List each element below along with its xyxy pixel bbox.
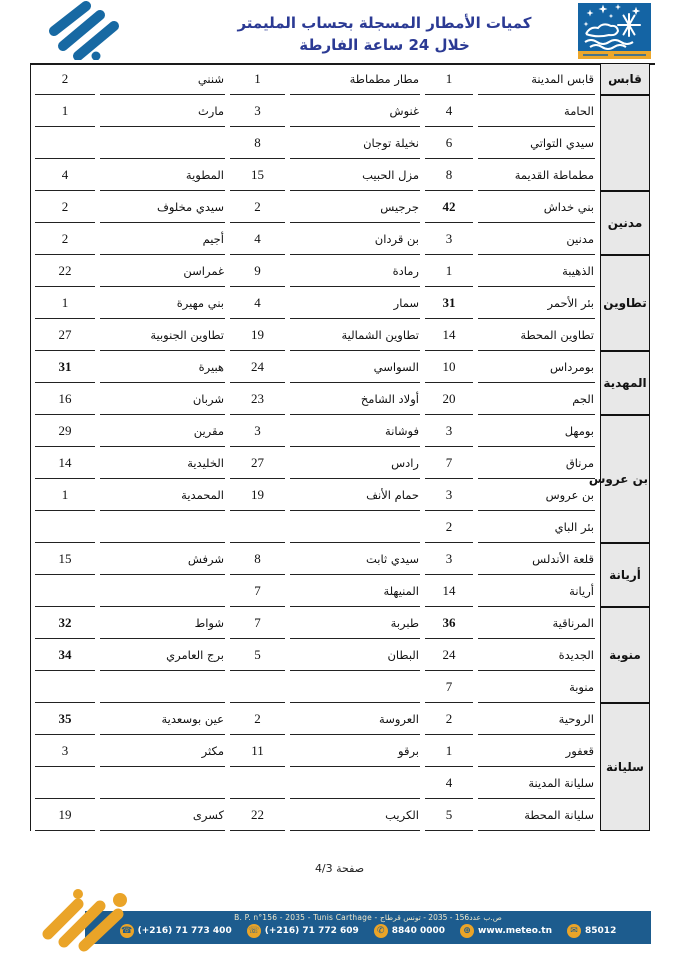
station-name-cell: الخليدية — [100, 447, 225, 479]
governorate-cell: منوبة — [600, 607, 650, 703]
station-name-cell: سيدي التواتي — [478, 127, 595, 159]
rainfall-value-cell — [35, 671, 95, 703]
station-name-cell: الذهيبة — [478, 255, 595, 287]
rainfall-value-cell: 1 — [425, 255, 473, 287]
station-name-cell: بئر الأحمر — [478, 287, 595, 319]
title-line-1: كميات الأمطار المسجلة بحساب المليمتر — [237, 14, 532, 32]
rainfall-value-cell: 3 — [425, 415, 473, 447]
table-row — [35, 607, 650, 639]
station-name-cell: الحامة — [478, 95, 595, 127]
station-name-cell: بومهل — [478, 415, 595, 447]
rainfall-value-cell: 2 — [425, 511, 473, 543]
table-row — [35, 639, 650, 671]
station-name-cell: البطان — [290, 639, 420, 671]
brand-stripes-icon — [30, 0, 140, 60]
governorate-cell: مدنين — [600, 191, 650, 255]
rainfall-value-cell: 7 — [425, 671, 473, 703]
rainfall-value-cell: 7 — [230, 575, 285, 607]
station-name-cell: رادس — [290, 447, 420, 479]
rainfall-value-cell: 9 — [230, 255, 285, 287]
governorate-cell: أريانة — [600, 543, 650, 607]
globe-icon: ⊕ — [460, 924, 474, 938]
station-name-cell: شربان — [100, 383, 225, 415]
governorate-cell — [600, 95, 650, 191]
rainfall-value-cell: 3 — [425, 479, 473, 511]
rainfall-value-cell: 24 — [230, 351, 285, 383]
rainfall-value-cell: 1 — [35, 287, 95, 319]
station-name-cell: العروسة — [290, 703, 420, 735]
station-name-cell: طبربة — [290, 607, 420, 639]
table-row — [35, 319, 650, 351]
table-row — [35, 735, 650, 767]
table-row — [35, 95, 650, 127]
rainfall-value-cell: 1 — [35, 95, 95, 127]
rainfall-value-cell: 2 — [35, 191, 95, 223]
station-name-cell: تطاوين الشمالية — [290, 319, 420, 351]
rainfall-value-cell: 27 — [230, 447, 285, 479]
brand-stripes-gold-icon — [26, 882, 171, 952]
rainfall-value-cell: 36 — [425, 607, 473, 639]
rainfall-value-cell: 14 — [425, 319, 473, 351]
station-name-cell: مقرين — [100, 415, 225, 447]
station-name-cell — [290, 511, 420, 543]
station-name-cell: بن عروس — [478, 479, 595, 511]
rainfall-value-cell: 2 — [230, 191, 285, 223]
contact-label: (+216) 71 772 609 — [264, 926, 359, 936]
rainfall-value-cell: 24 — [425, 639, 473, 671]
table-row — [35, 703, 650, 735]
contact-item — [460, 924, 552, 938]
rainfall-value-cell: 19 — [35, 799, 95, 831]
handset-icon: ✆ — [374, 924, 388, 938]
rainfall-value-cell: 4 — [425, 767, 473, 799]
rainfall-value-cell: 34 — [35, 639, 95, 671]
station-name-cell: مطار مطماطة — [290, 63, 420, 95]
contact-label: (+216) 71 773 400 — [137, 926, 232, 936]
rainfall-value-cell: 5 — [425, 799, 473, 831]
inm-logo-icon — [578, 3, 651, 61]
rainfall-value-cell: 31 — [425, 287, 473, 319]
table-row — [35, 191, 650, 223]
rainfall-value-cell: 11 — [230, 735, 285, 767]
station-name-cell: مطماطة القديمة — [478, 159, 595, 191]
table-row — [35, 223, 650, 255]
station-name-cell: سيدي مخلوف — [100, 191, 225, 223]
station-name-cell: سيدي ثابت — [290, 543, 420, 575]
station-name-cell: مكثر — [100, 735, 225, 767]
station-name-cell: بئر الباي — [478, 511, 595, 543]
station-name-cell — [290, 671, 420, 703]
rainfall-value-cell: 2 — [425, 703, 473, 735]
rainfall-value-cell: 27 — [35, 319, 95, 351]
rainfall-value-cell: 3 — [35, 735, 95, 767]
contact-label: 8840 0000 — [391, 926, 446, 936]
table-row — [35, 543, 650, 575]
station-name-cell: حمام الأنف — [290, 479, 420, 511]
rainfall-value-cell: 7 — [230, 607, 285, 639]
station-name-cell: بني مهيرة — [100, 287, 225, 319]
station-name-cell: قعفور — [478, 735, 595, 767]
rainfall-value-cell: 1 — [425, 735, 473, 767]
rainfall-value-cell: 20 — [425, 383, 473, 415]
station-name-cell: الروحية — [478, 703, 595, 735]
contact-item — [247, 924, 359, 938]
station-name-cell: أجيم — [100, 223, 225, 255]
rainfall-value-cell: 3 — [425, 543, 473, 575]
table-row — [35, 575, 650, 607]
station-name-cell: بني خداش — [478, 191, 595, 223]
rainfall-value-cell: 14 — [35, 447, 95, 479]
rainfall-value-cell — [35, 575, 95, 607]
station-name-cell: رمادة — [290, 255, 420, 287]
governorate-cell: سليانة — [600, 703, 650, 831]
table-row — [35, 255, 650, 287]
station-name-cell: فوشانة — [290, 415, 420, 447]
rainfall-value-cell: 1 — [425, 63, 473, 95]
station-name-cell: تطاوين الجنوبية — [100, 319, 225, 351]
station-name-cell: السواسي — [290, 351, 420, 383]
rainfall-table — [30, 63, 655, 831]
station-name-cell: المنيهلة — [290, 575, 420, 607]
station-name-cell: هبيرة — [100, 351, 225, 383]
page-number: صفحة 4/3 — [314, 862, 365, 875]
governorate-cell: المهدية — [600, 351, 650, 415]
contact-label: 85012 — [585, 926, 617, 936]
station-name-cell: قابس المدينة — [478, 63, 595, 95]
rainfall-value-cell: 15 — [35, 543, 95, 575]
table-row — [35, 159, 650, 191]
station-name-cell: مزل الحبيب — [290, 159, 420, 191]
rainfall-value-cell: 23 — [230, 383, 285, 415]
station-name-cell: جرجيس — [290, 191, 420, 223]
station-name-cell — [100, 767, 225, 799]
station-name-cell: مدنين — [478, 223, 595, 255]
fax-icon: ☏ — [248, 926, 260, 936]
rainfall-value-cell: 42 — [425, 191, 473, 223]
rainfall-value-cell: 1 — [230, 63, 285, 95]
station-name-cell: مارث — [100, 95, 225, 127]
station-name-cell: نخيلة توجان — [290, 127, 420, 159]
rainfall-value-cell: 8 — [230, 127, 285, 159]
rainfall-value-cell: 2 — [35, 63, 95, 95]
rainfall-value-cell: 10 — [425, 351, 473, 383]
rainfall-value-cell: 4 — [425, 95, 473, 127]
station-name-cell: شواط — [100, 607, 225, 639]
station-name-cell: أريانة — [478, 575, 595, 607]
station-name-cell: سمار — [290, 287, 420, 319]
station-name-cell — [100, 575, 225, 607]
rainfall-value-cell: 3 — [425, 223, 473, 255]
rainfall-value-cell: 1 — [35, 479, 95, 511]
rainfall-value-cell: 19 — [230, 319, 285, 351]
contact-label: www.meteo.tn — [478, 926, 553, 936]
contact-item — [567, 924, 616, 938]
station-name-cell: المحمدية — [100, 479, 225, 511]
station-name-cell: مرناق — [478, 447, 595, 479]
table-row — [35, 799, 650, 831]
table-row — [35, 287, 650, 319]
rainfall-value-cell: 35 — [35, 703, 95, 735]
rainfall-value-cell: 32 — [35, 607, 95, 639]
station-name-cell: المرناقية — [478, 607, 595, 639]
station-name-cell: الكريب — [290, 799, 420, 831]
table-row — [35, 351, 650, 383]
contact-item — [374, 924, 445, 938]
station-name-cell: أولاد الشامخ — [290, 383, 420, 415]
station-name-cell: المطوية — [100, 159, 225, 191]
station-name-cell: برج العامري — [100, 639, 225, 671]
rainfall-value-cell: 4 — [35, 159, 95, 191]
station-name-cell: سليانة المحطة — [478, 799, 595, 831]
table-row — [35, 63, 650, 95]
rainfall-value-cell: 7 — [425, 447, 473, 479]
station-name-cell: تطاوين المحطة — [478, 319, 595, 351]
table-row — [35, 671, 650, 703]
rainfall-value-cell: 29 — [35, 415, 95, 447]
table-row — [35, 511, 650, 543]
page-title — [170, 13, 599, 57]
rainfall-value-cell: 5 — [230, 639, 285, 671]
rainfall-value-cell: 31 — [35, 351, 95, 383]
rain-table-body — [35, 63, 650, 831]
station-name-cell: غنوش — [290, 95, 420, 127]
station-name-cell: منوبة — [478, 671, 595, 703]
rainfall-value-cell: 3 — [230, 415, 285, 447]
station-name-cell — [290, 767, 420, 799]
table-row — [35, 127, 650, 159]
rainfall-value-cell — [35, 511, 95, 543]
rainfall-value-cell: 3 — [230, 95, 285, 127]
table-row — [35, 479, 650, 511]
rainfall-value-cell: 19 — [230, 479, 285, 511]
rainfall-value-cell — [230, 767, 285, 799]
rainfall-value-cell: 8 — [230, 543, 285, 575]
footer-address: B. P. n°156 - 2035 - Tunis Carthage - ص.ب عدد156 - 2035 - تونس قرطاج — [234, 913, 502, 922]
station-name-cell — [100, 127, 225, 159]
rainfall-value-cell: 4 — [230, 223, 285, 255]
rainfall-value-cell: 2 — [35, 223, 95, 255]
station-name-cell: شرفش — [100, 543, 225, 575]
rainfall-value-cell: 15 — [230, 159, 285, 191]
station-name-cell: بن قردان — [290, 223, 420, 255]
rainfall-value-cell — [35, 767, 95, 799]
rainfall-value-cell — [35, 127, 95, 159]
station-name-cell: عين بوسعدية — [100, 703, 225, 735]
station-name-cell — [100, 511, 225, 543]
rainfall-value-cell: 6 — [425, 127, 473, 159]
station-name-cell: غمراسن — [100, 255, 225, 287]
table-row — [35, 415, 650, 447]
rainfall-value-cell — [230, 511, 285, 543]
governorate-cell: بن عروس — [600, 415, 650, 543]
rainfall-value-cell: 4 — [230, 287, 285, 319]
station-name-cell: كسرى — [100, 799, 225, 831]
phone-icon: ☎ — [121, 926, 133, 936]
rainfall-value-cell: 22 — [35, 255, 95, 287]
rainfall-value-cell: 14 — [425, 575, 473, 607]
table-row — [35, 767, 650, 799]
station-name-cell: بومرداس — [478, 351, 595, 383]
station-name-cell: برقو — [290, 735, 420, 767]
governorate-cell: تطاوين — [600, 255, 650, 351]
station-name-cell: الجم — [478, 383, 595, 415]
station-name-cell: قلعة الأندلس — [478, 543, 595, 575]
station-name-cell: الجديدة — [478, 639, 595, 671]
rainfall-value-cell: 2 — [230, 703, 285, 735]
mobile-icon: ✉ — [567, 924, 581, 938]
station-name-cell — [100, 671, 225, 703]
table-row — [35, 383, 650, 415]
title-line-2: خلال 24 ساعة الفارطة — [299, 35, 470, 54]
rainfall-value-cell — [230, 671, 285, 703]
station-name-cell: شنني — [100, 63, 225, 95]
station-name-cell: سليانة المدينة — [478, 767, 595, 799]
rainfall-value-cell: 16 — [35, 383, 95, 415]
governorate-cell: قابس — [600, 63, 650, 95]
rainfall-value-cell: 8 — [425, 159, 473, 191]
rainfall-value-cell: 22 — [230, 799, 285, 831]
table-row — [35, 447, 650, 479]
